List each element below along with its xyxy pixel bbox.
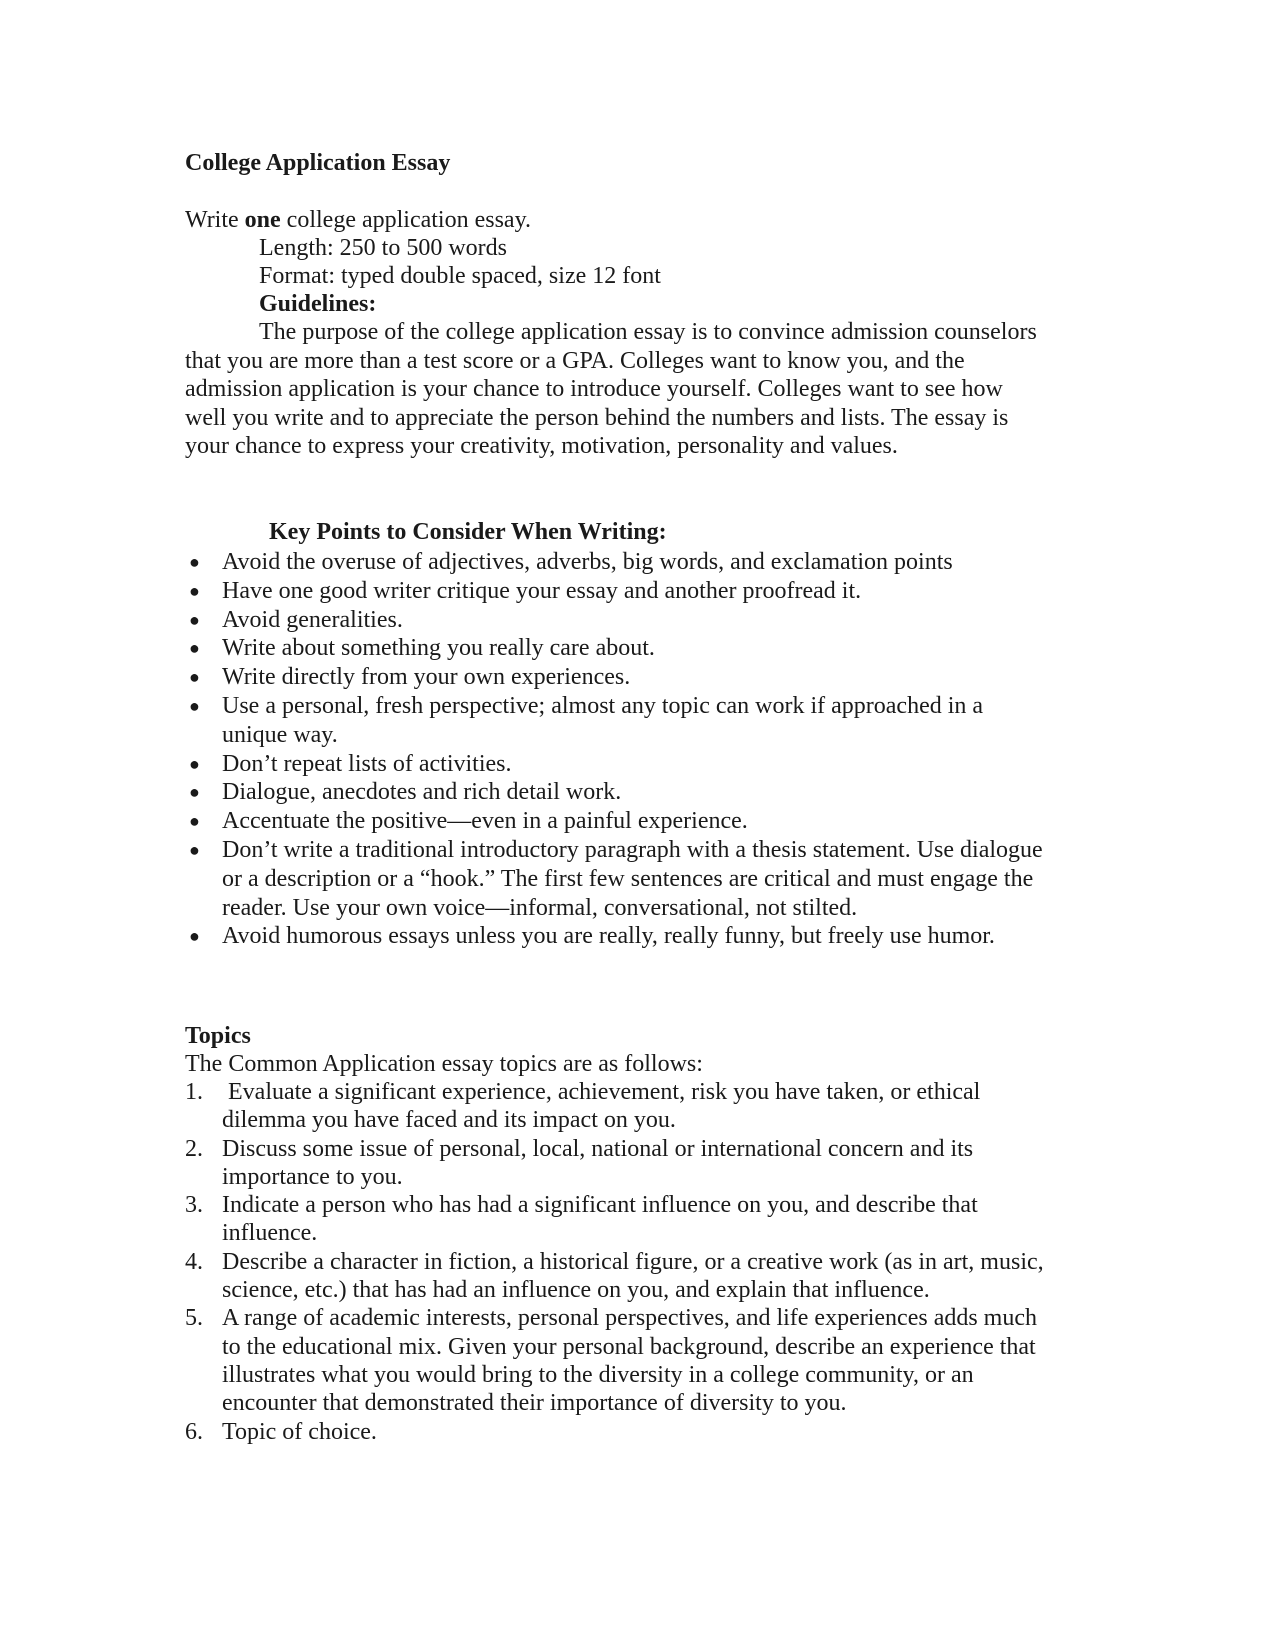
bullet-icon: ● (189, 753, 200, 774)
key-point-item (185, 807, 1085, 836)
topic-item (185, 1078, 1085, 1135)
key-point-text: reader. Use your own voice—informal, conversational, not stilted. (222, 894, 858, 921)
key-point-text: Dialogue, anecdotes and rich detail work. (222, 779, 622, 806)
topic-number: 3. (185, 1192, 203, 1219)
bullet-icon: ● (189, 609, 200, 630)
paragraph-line: your chance to express your creativity, motivation, personality and values. (185, 433, 898, 459)
topic-text: Describe a character in fiction, a historical figure, or a creative work (as in art, music, (222, 1248, 1044, 1275)
paragraph-line: The purpose of the college application essay is to convince admission counselors (259, 319, 1037, 345)
key-point-item (185, 750, 1085, 779)
key-point-text: Write directly from your own experiences. (222, 664, 631, 691)
bullet-icon: ● (189, 667, 200, 688)
write-emphasis: one (244, 207, 281, 233)
bullet-icon: ● (189, 638, 200, 659)
bullet-icon: ● (189, 552, 200, 572)
paragraph-line: that you are more than a test score or a GPA. Colleges want to know you, and the (185, 347, 965, 374)
topic-text: dilemma you have faced and its impact on you. (222, 1107, 676, 1134)
topic-text: encounter that demonstrated their importance of diversity to you. (222, 1390, 847, 1417)
bullet-icon: ● (189, 782, 200, 803)
key-point-text: Avoid humorous essays unless you are really, really funny, but freely use humor. (222, 923, 995, 950)
paragraph-line: admission application is your chance to introduce yourself. Colleges want to see how (185, 376, 1003, 402)
topic-text: to the educational mix. Given your personal background, describe an experience that (222, 1333, 1036, 1360)
topic-text: Topic of choice. (222, 1418, 377, 1445)
write-instruction (185, 206, 531, 234)
topic-text: importance to you. (222, 1163, 403, 1190)
key-point-text: Accentuate the positive—even in a painful experience. (222, 808, 748, 835)
length-requirement: Length: 250 to 500 words (259, 235, 507, 261)
key-point-item (185, 778, 1085, 807)
key-point-item (185, 836, 1085, 922)
key-point-item (185, 577, 1085, 606)
bullet-icon: ● (189, 695, 200, 716)
key-point-item (185, 922, 1085, 951)
key-point-text: unique way. (222, 721, 338, 748)
guidelines-heading: Guidelines: (259, 291, 377, 317)
key-point-text: Use a personal, fresh perspective; almost any topic can work if approached in a (222, 692, 984, 719)
key-point-text: Have one good writer critique your essay and another proofread it. (222, 577, 862, 604)
key-point-text: or a description or a “hook.” The first few sentences are critical and must engage the (222, 865, 1034, 892)
bullet-icon: ● (189, 926, 200, 947)
key-point-item (185, 634, 1085, 663)
topic-number: 6. (185, 1418, 203, 1445)
topics-intro: The Common Application essay topics are as follows: (185, 1051, 703, 1077)
topics-heading: Topics (185, 1023, 251, 1049)
topic-item (185, 1418, 1085, 1446)
bullet-icon: ● (189, 580, 200, 601)
key-point-item (185, 663, 1085, 692)
bullet-icon: ● (189, 811, 200, 832)
write-suffix: college application essay. (280, 207, 532, 233)
topic-number: 1. (185, 1079, 203, 1105)
key-point-text: Don’t write a traditional introductory paragraph with a thesis statement. Use dialogue (222, 836, 1043, 863)
key-point-text: Don’t repeat lists of activities. (222, 750, 512, 777)
topic-item (185, 1304, 1085, 1417)
topic-text: Indicate a person who has had a significant influence on you, and describe that (222, 1192, 978, 1219)
topic-item (185, 1135, 1085, 1192)
format-requirement: Format: typed double spaced, size 12 font (259, 263, 661, 289)
key-point-text: Avoid generalities. (222, 606, 403, 633)
topic-text: A range of academic interests, personal perspectives, and life experiences adds much (222, 1305, 1038, 1332)
topic-number: 2. (185, 1135, 203, 1162)
key-points-heading: Key Points to Consider When Writing: (269, 519, 667, 545)
write-prefix: Write (185, 207, 245, 233)
topic-text: Discuss some issue of personal, local, national or international concern and its (222, 1135, 974, 1162)
topic-number: 5. (185, 1305, 203, 1332)
key-point-item (185, 548, 1085, 577)
key-points-list (185, 548, 1085, 951)
topic-text: Evaluate a significant experience, achievement, risk you have taken, or ethical (228, 1079, 981, 1105)
key-point-text: Write about something you really care about. (222, 635, 655, 662)
purpose-paragraph (185, 318, 1085, 461)
key-point-item (185, 692, 1085, 750)
topic-text: influence. (222, 1220, 318, 1247)
topic-text: science, etc.) that has had an influence on you, and explain that influence. (222, 1277, 930, 1304)
topic-text: illustrates what you would bring to the diversity in a college community, or an (222, 1361, 974, 1388)
paragraph-line: well you write and to appreciate the person behind the numbers and lists. The essay is (185, 404, 1009, 431)
key-point-item (185, 606, 1085, 635)
topic-number: 4. (185, 1248, 203, 1275)
topic-item (185, 1248, 1085, 1305)
topics-list (185, 1078, 1085, 1446)
document-title: College Application Essay (185, 150, 451, 176)
key-point-text: Avoid the overuse of adjectives, adverbs, big words, and exclamation points (222, 549, 953, 575)
topic-item (185, 1191, 1085, 1248)
bullet-icon: ● (189, 839, 200, 860)
